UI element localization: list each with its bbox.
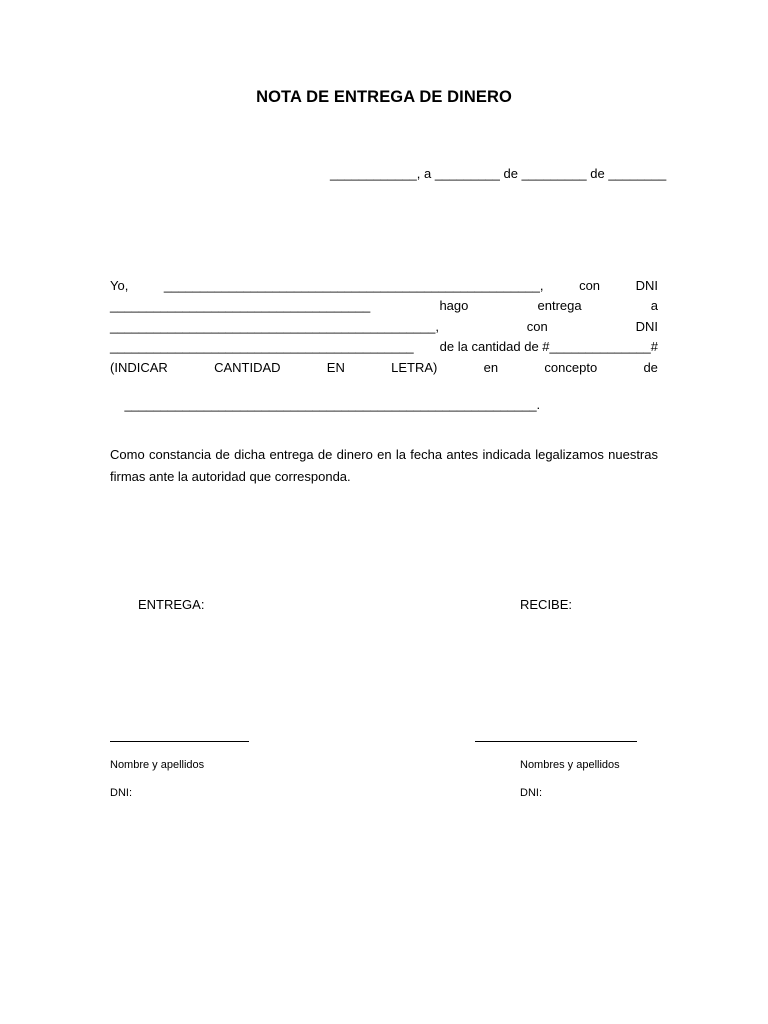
body-word: _________________________________________________________. — [124, 397, 541, 412]
body-word: a — [650, 298, 658, 313]
body-word: de — [643, 360, 658, 375]
body-word: (INDICAR — [110, 360, 168, 375]
left-name-caption: Nombre y apellidos — [110, 759, 205, 771]
body-word: __________________________________________ — [110, 339, 414, 354]
body-line-1 — [110, 278, 658, 294]
date-line: ____________, a _________ de _________ de ________ — [330, 166, 667, 181]
body-word: con — [579, 278, 601, 293]
body-word: hago — [439, 298, 469, 313]
body-word: ____________________________________________________, — [163, 278, 544, 293]
body-word: LETRA) — [391, 360, 438, 375]
body-word: Yo, — [110, 278, 129, 293]
right-name-caption: Nombres y apellidos — [520, 759, 620, 771]
body-word: EN — [326, 360, 345, 375]
body-word: DNI — [635, 278, 658, 293]
body-word: _____________________________________________, — [110, 319, 439, 334]
body-line-6 — [110, 381, 658, 412]
body-line-4 — [110, 339, 658, 355]
body-word: entrega — [537, 298, 582, 313]
recibe-label: RECIBE: — [520, 597, 573, 612]
body-word: DNI — [635, 319, 658, 334]
body-line-3 — [110, 319, 658, 335]
right-signature-line — [475, 741, 637, 742]
constancia-paragraph: Como constancia de dicha entrega de dinero en la fecha antes indicada legalizamos nuestras firmas ante la autoridad que corresponda. — [110, 447, 658, 484]
body-word: ____________________________________ — [110, 298, 371, 313]
body-word: en — [483, 360, 499, 375]
body-line-5 — [110, 360, 658, 376]
left-dni-caption: DNI: — [110, 787, 132, 799]
body-line-2 — [110, 298, 658, 314]
document-title: NOTA DE ENTREGA DE DINERO — [256, 88, 512, 106]
body-word: con — [526, 319, 548, 334]
body-word: concepto — [544, 360, 598, 375]
body-word: de la cantidad de #______________# — [439, 339, 658, 354]
right-dni-caption: DNI: — [520, 787, 542, 799]
body-word: CANTIDAD — [214, 360, 281, 375]
left-signature-line — [110, 741, 249, 742]
entrega-label: ENTREGA: — [138, 597, 205, 612]
